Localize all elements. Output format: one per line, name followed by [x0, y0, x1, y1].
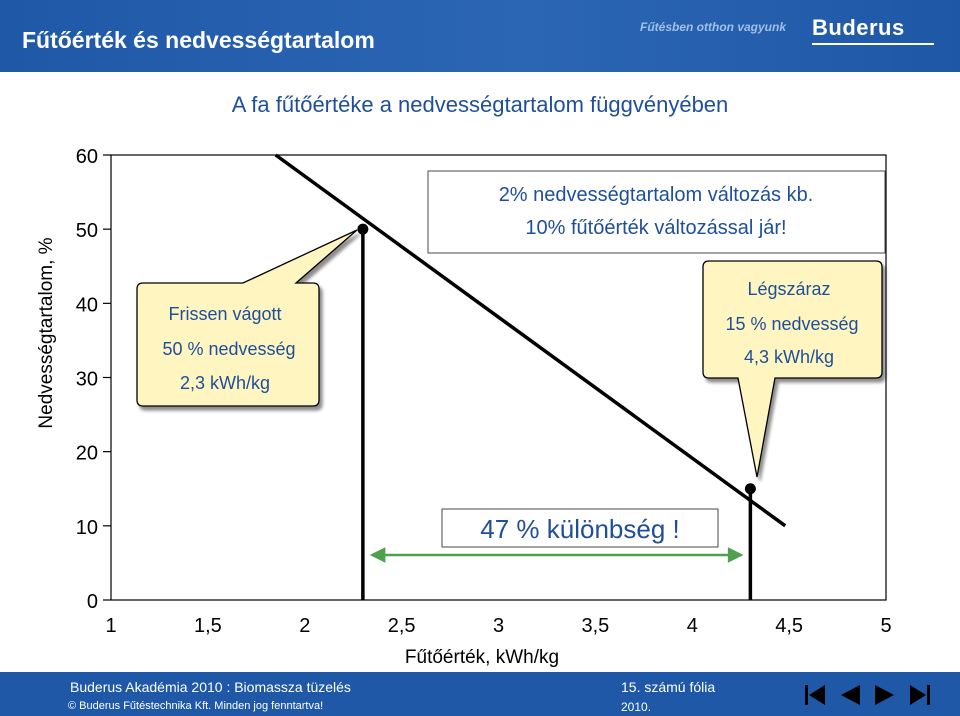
x-tick-label: 3,5: [581, 615, 610, 637]
brand-slogan: Fűtésben otthon vagyunk: [640, 20, 787, 34]
buderus-logo: Buderus: [812, 15, 905, 40]
next-slide-icon[interactable]: [873, 682, 897, 708]
footer-year: 2010.: [621, 700, 652, 714]
data-point-dry: [745, 483, 756, 494]
x-tick-label: 4: [686, 615, 698, 637]
slide-title: Fűtőérték és nedvességtartalom: [22, 27, 375, 53]
footer-slide-number: 15. számú fólia: [621, 679, 716, 695]
x-tick-label: 1: [105, 615, 117, 637]
y-tick-label: 20: [75, 442, 98, 465]
chart-title: A fa fűtőértéke a nedvességtartalom függvényében: [231, 92, 729, 117]
difference-label: 47 % különbség !: [480, 514, 680, 544]
x-tick-label: 2: [299, 615, 311, 637]
y-tick-label: 0: [86, 591, 98, 613]
data-point-fresh: [357, 224, 368, 235]
y-tick-label: 40: [75, 294, 98, 317]
x-axis-label: Fűtőérték, kWh/kg: [404, 647, 560, 668]
last-slide-icon[interactable]: [908, 682, 932, 708]
x-tick-label: 2,5: [387, 615, 416, 637]
difference-box: [442, 509, 718, 547]
fresh-label-1: Frissen vágott: [168, 304, 282, 324]
note-box: [428, 171, 885, 253]
y-axis-ticks: [103, 155, 111, 600]
note-line-1: 2% nedvességtartalom változás kb.: [498, 184, 814, 206]
y-tick-label: 50: [75, 220, 98, 243]
x-tick-label: 3: [492, 615, 505, 637]
difference-arrow: [371, 548, 743, 562]
x-tick-label: 5: [880, 615, 892, 637]
x-tick-label: 4,5: [775, 615, 804, 637]
y-axis-label: Nedvességtartalom, %: [36, 237, 57, 429]
footer-bar: [0, 672, 960, 716]
fresh-label-2: 50 % nedvesség: [162, 339, 296, 359]
footer-copyright: © Buderus Fűtéstechnika Kft. Minden jog fenntartva!: [68, 700, 324, 712]
x-tick-label: 1,5: [193, 615, 222, 637]
dry-label-2: 15 % nedvesség: [725, 314, 859, 334]
y-tick-label: 30: [75, 368, 98, 391]
footer-course: Buderus Akadémia 2010 : Biomassza tüzelés: [70, 679, 351, 695]
y-tick-label: 60: [75, 146, 98, 168]
note-line-2: 10% fűtőérték változással jár!: [525, 217, 787, 239]
previous-slide-icon[interactable]: [838, 682, 862, 708]
first-slide-icon[interactable]: [803, 682, 827, 708]
fresh-label-3: 2,3 kWh/kg: [179, 373, 271, 393]
y-tick-label: 10: [75, 516, 98, 539]
dry-label-1: Légszáraz: [747, 279, 831, 299]
dry-label-3: 4,3 kWh/kg: [743, 347, 835, 367]
